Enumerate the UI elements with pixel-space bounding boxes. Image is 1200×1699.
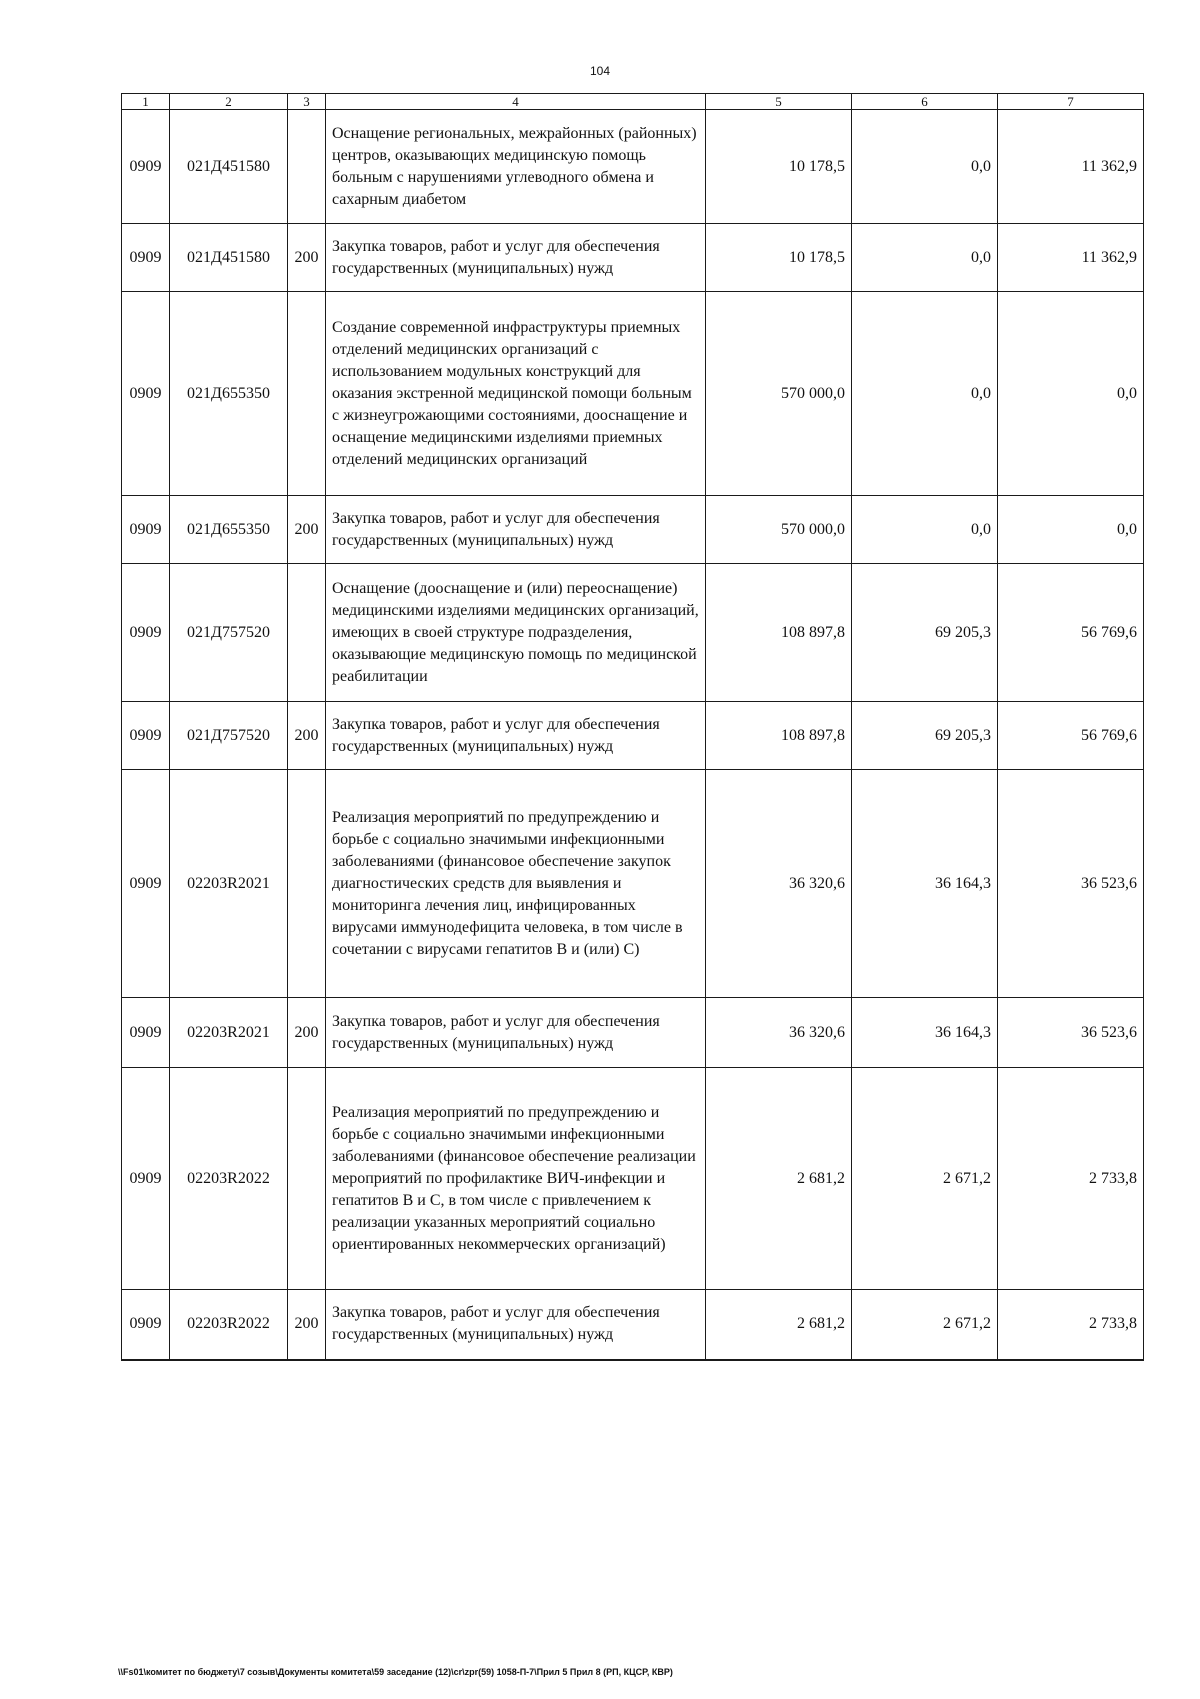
amount-col7-cell: 56 769,6 — [998, 702, 1144, 770]
expense-type-cell: 200 — [288, 224, 326, 292]
column-header: 7 — [998, 94, 1144, 110]
section-code-cell: 0909 — [122, 702, 170, 770]
expense-type-cell — [288, 292, 326, 496]
amount-col7-cell: 0,0 — [998, 496, 1144, 564]
amount-col5-cell: 570 000,0 — [706, 496, 852, 564]
amount-col5-cell: 36 320,6 — [706, 770, 852, 998]
table-row — [122, 1068, 1144, 1290]
item-name-cell: Закупка товаров, работ и услуг для обеспечения государственных (муниципальных) нужд — [326, 998, 706, 1068]
page-number: 104 — [589, 64, 611, 78]
section-code-cell: 0909 — [122, 224, 170, 292]
table-row — [122, 496, 1144, 564]
target-article-cell: 021Д655350 — [170, 496, 288, 564]
expense-type-cell: 200 — [288, 496, 326, 564]
amount-col7-cell: 56 769,6 — [998, 564, 1144, 702]
target-article-cell: 02203R2022 — [170, 1068, 288, 1290]
amount-col7-cell: 11 362,9 — [998, 110, 1144, 224]
target-article-cell: 021Д757520 — [170, 702, 288, 770]
item-name-cell: Закупка товаров, работ и услуг для обеспечения государственных (муниципальных) нужд — [326, 1290, 706, 1360]
amount-col6-cell: 36 164,3 — [852, 998, 998, 1068]
amount-col5-cell: 36 320,6 — [706, 998, 852, 1068]
section-code-cell: 0909 — [122, 1068, 170, 1290]
amount-col5-cell: 108 897,8 — [706, 702, 852, 770]
table-row — [122, 292, 1144, 496]
expense-type-cell — [288, 770, 326, 998]
section-code-cell: 0909 — [122, 496, 170, 564]
amount-col5-cell: 2 681,2 — [706, 1068, 852, 1290]
column-number-row — [122, 94, 1144, 110]
column-header: 5 — [706, 94, 852, 110]
expense-type-cell — [288, 564, 326, 702]
amount-col7-cell: 36 523,6 — [998, 998, 1144, 1068]
item-name-cell: Оснащение (дооснащение и (или) переоснащение) медицинскими изделиями медицинских организаций, имеющих в своей структуре подразделения, оказывающие медицинскую помощь по медицинской реабилитации — [326, 564, 706, 702]
target-article-cell: 02203R2021 — [170, 770, 288, 998]
expense-type-cell: 200 — [288, 702, 326, 770]
amount-col6-cell: 69 205,3 — [852, 564, 998, 702]
section-code-cell: 0909 — [122, 1290, 170, 1360]
amount-col6-cell: 0,0 — [852, 292, 998, 496]
amount-col5-cell: 108 897,8 — [706, 564, 852, 702]
amount-col5-cell: 10 178,5 — [706, 110, 852, 224]
item-name-cell: Оснащение региональных, межрайонных (районных) центров, оказывающих медицинскую помощь больным с нарушениями углеводного обмена и сахарным диабетом — [326, 110, 706, 224]
section-code-cell: 0909 — [122, 110, 170, 224]
table-row — [122, 1290, 1144, 1360]
table-row — [122, 998, 1144, 1068]
table-row — [122, 702, 1144, 770]
column-header: 1 — [122, 94, 170, 110]
amount-col6-cell: 2 671,2 — [852, 1290, 998, 1360]
item-name-cell: Закупка товаров, работ и услуг для обеспечения государственных (муниципальных) нужд — [326, 224, 706, 292]
expense-type-cell — [288, 1068, 326, 1290]
table-row — [122, 110, 1144, 224]
section-code-cell: 0909 — [122, 564, 170, 702]
column-header: 4 — [326, 94, 706, 110]
expense-type-cell — [288, 110, 326, 224]
table-row — [122, 770, 1144, 998]
amount-col5-cell: 2 681,2 — [706, 1290, 852, 1360]
column-header: 3 — [288, 94, 326, 110]
item-name-cell: Реализация мероприятий по предупреждению и борьбе с социально значимыми инфекционными заболеваниями (финансовое обеспечение закупок диагностических средств для выявления и мониторинга лечения лиц, инфицированных вирусами иммунодефицита человека, в том числе в сочетании с вирусами гепатитов В и (или) С) — [326, 770, 706, 998]
column-header: 2 — [170, 94, 288, 110]
expense-type-cell: 200 — [288, 998, 326, 1068]
section-code-cell: 0909 — [122, 292, 170, 496]
target-article-cell: 02203R2022 — [170, 1290, 288, 1360]
target-article-cell: 021Д451580 — [170, 224, 288, 292]
column-header: 6 — [852, 94, 998, 110]
amount-col6-cell: 69 205,3 — [852, 702, 998, 770]
section-code-cell: 0909 — [122, 770, 170, 998]
amount-col7-cell: 36 523,6 — [998, 770, 1144, 998]
item-name-cell: Реализация мероприятий по предупреждению и борьбе с социально значимыми инфекционными заболеваниями (финансовое обеспечение реализации мероприятий по профилактике ВИЧ-инфекции и гепатитов В и С, в том числе с привлечением к реализации указанных мероприятий социально ориентированных некоммерческих организаций) — [326, 1068, 706, 1290]
amount-col7-cell: 11 362,9 — [998, 224, 1144, 292]
target-article-cell: 02203R2021 — [170, 998, 288, 1068]
section-code-cell: 0909 — [122, 998, 170, 1068]
table-row — [122, 224, 1144, 292]
expense-type-cell: 200 — [288, 1290, 326, 1360]
amount-col7-cell: 2 733,8 — [998, 1290, 1144, 1360]
item-name-cell: Закупка товаров, работ и услуг для обеспечения государственных (муниципальных) нужд — [326, 496, 706, 564]
amount-col6-cell: 0,0 — [852, 224, 998, 292]
amount-col6-cell: 2 671,2 — [852, 1068, 998, 1290]
amount-col5-cell: 10 178,5 — [706, 224, 852, 292]
amount-col6-cell: 0,0 — [852, 496, 998, 564]
item-name-cell: Создание современной инфраструктуры приемных отделений медицинских организаций с использованием модульных конструкций для оказания экстренной медицинской помощи больным с жизнеугрожающими состояниями, дооснащение и оснащение медицинскими изделиями приемных отделений медицинских организаций — [326, 292, 706, 496]
amount-col6-cell: 0,0 — [852, 110, 998, 224]
target-article-cell: 021Д655350 — [170, 292, 288, 496]
amount-col6-cell: 36 164,3 — [852, 770, 998, 998]
target-article-cell: 021Д757520 — [170, 564, 288, 702]
amount-col7-cell: 2 733,8 — [998, 1068, 1144, 1290]
budget-table — [121, 93, 1144, 1361]
amount-col7-cell: 0,0 — [998, 292, 1144, 496]
table-row — [122, 564, 1144, 702]
item-name-cell: Закупка товаров, работ и услуг для обеспечения государственных (муниципальных) нужд — [326, 702, 706, 770]
file-path-footer: \\Fs01\комитет по бюджету\7 созыв\Документы комитета\59 заседание (12)\cr\zpr(59) 1058-П-7\Прил 5 Прил 8 (РП, КЦСР, КВР) — [118, 1667, 673, 1677]
amount-col5-cell: 570 000,0 — [706, 292, 852, 496]
target-article-cell: 021Д451580 — [170, 110, 288, 224]
